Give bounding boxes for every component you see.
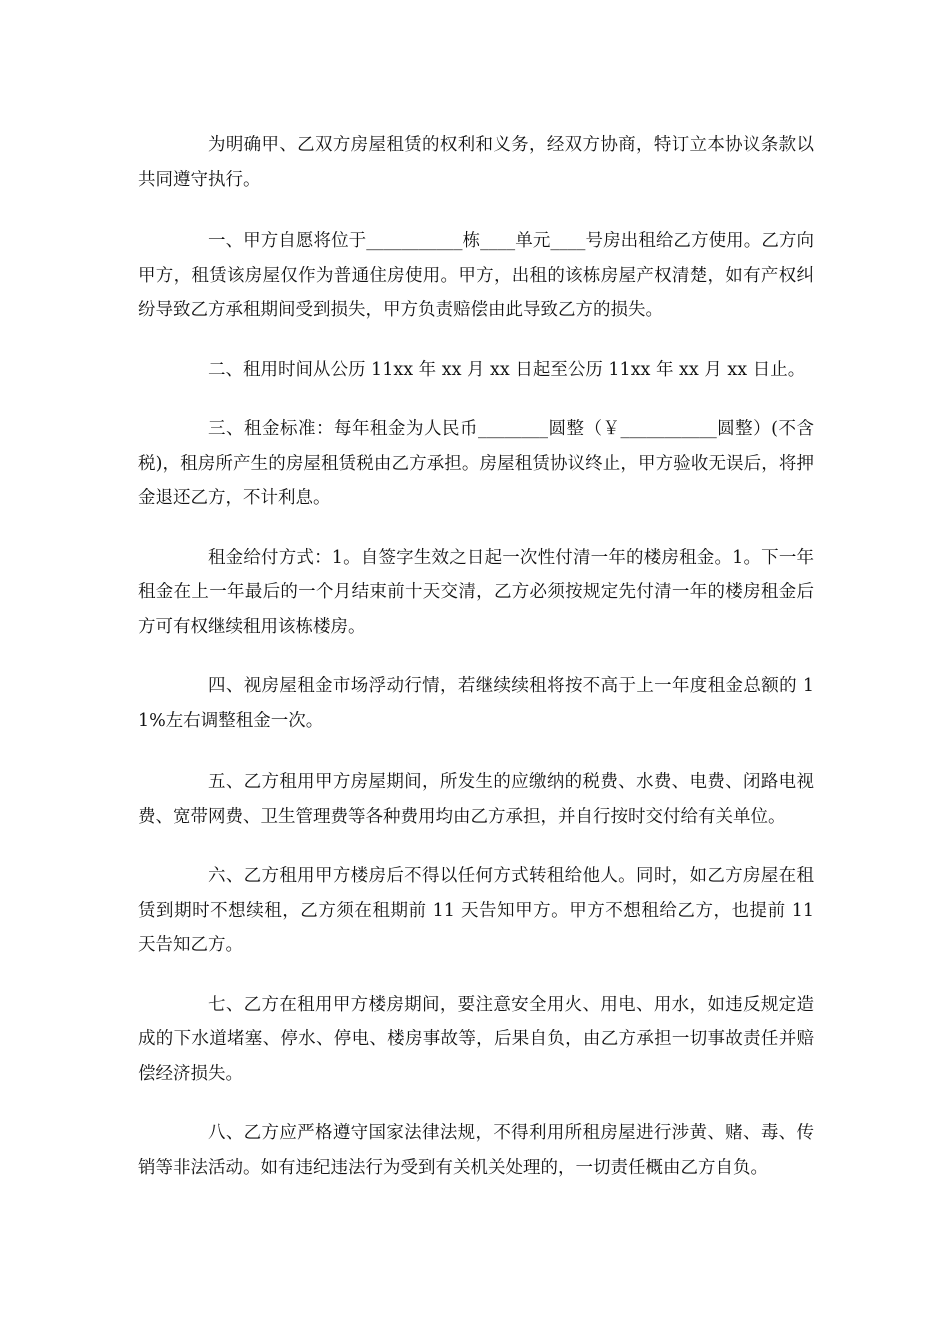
document-body <box>138 128 820 1210</box>
clause-4-paragraph: 四、视房屋租金市场浮动行情，若继续续租将按不高于上一年度租金总额的 11%左右调整租金一次。 <box>138 676 814 731</box>
clause-2-paragraph: 二、租用时间从公历 11xx 年 xx 月 xx 日起至公历 11xx 年 xx 月 xx 日止。 <box>208 359 806 380</box>
clause-6-paragraph: 六、乙方租用甲方楼房后不得以任何方式转租给他人。同时，如乙方房屋在租赁到期时不想续租，乙方须在租期前 11 天告知甲方。甲方不想租给乙方，也提前 11 天告知乙方。 <box>138 866 820 955</box>
clause-1-paragraph: 一、甲方自愿将位于___________栋____单元____号房出租给乙方使用。乙方向甲方，租赁该房屋仅作为普通住房使用。甲方，出租的该栋房屋产权清楚，如有产权纠纷导致乙方承租期间受到损失，甲方负责赔偿由此导致乙方的损失。 <box>138 231 814 320</box>
payment-method-paragraph: 租金给付方式：1。自签字生效之日起一次性付清一年的楼房租金。1。下一年租金在上一年最后的一个月结束前十天交清，乙方必须按规定先付清一年的楼房租金后方可有权继续租用该栋楼房。 <box>138 547 814 637</box>
clause-8-paragraph: 八、乙方应严格遵守国家法律法规，不得利用所租房屋进行涉黄、赌、毒、传销等非法活动。如有违纪违法行为受到有关机关处理的，一切责任概由乙方自负。 <box>138 1123 814 1178</box>
clause-3-paragraph: 三、租金标准：每年租金为人民币________圆整（￥___________圆整）(不含税)，租房所产生的房屋租赁税由乙方承担。房屋租赁协议终止，甲方验收无误后，将押金退还乙方，不计利息。 <box>138 419 814 508</box>
intro-paragraph: 为明确甲、乙双方房屋租赁的权利和义务，经双方协商，特订立本协议条款以共同遵守执行。 <box>138 135 814 190</box>
clause-7-paragraph: 七、乙方在租用甲方楼房期间，要注意安全用火、用电、用水，如违反规定造成的下水道堵塞、停水、停电、楼房事故等，后果自负，由乙方承担一切事故责任并赔偿经济损失。 <box>138 994 814 1084</box>
clause-5-paragraph: 五、乙方租用甲方房屋期间，所发生的应缴纳的税费、水费、电费、闭路电视费、宽带网费、卫生管理费等各种费用均由乙方承担，并自行按时交付给有关单位。 <box>138 772 814 827</box>
